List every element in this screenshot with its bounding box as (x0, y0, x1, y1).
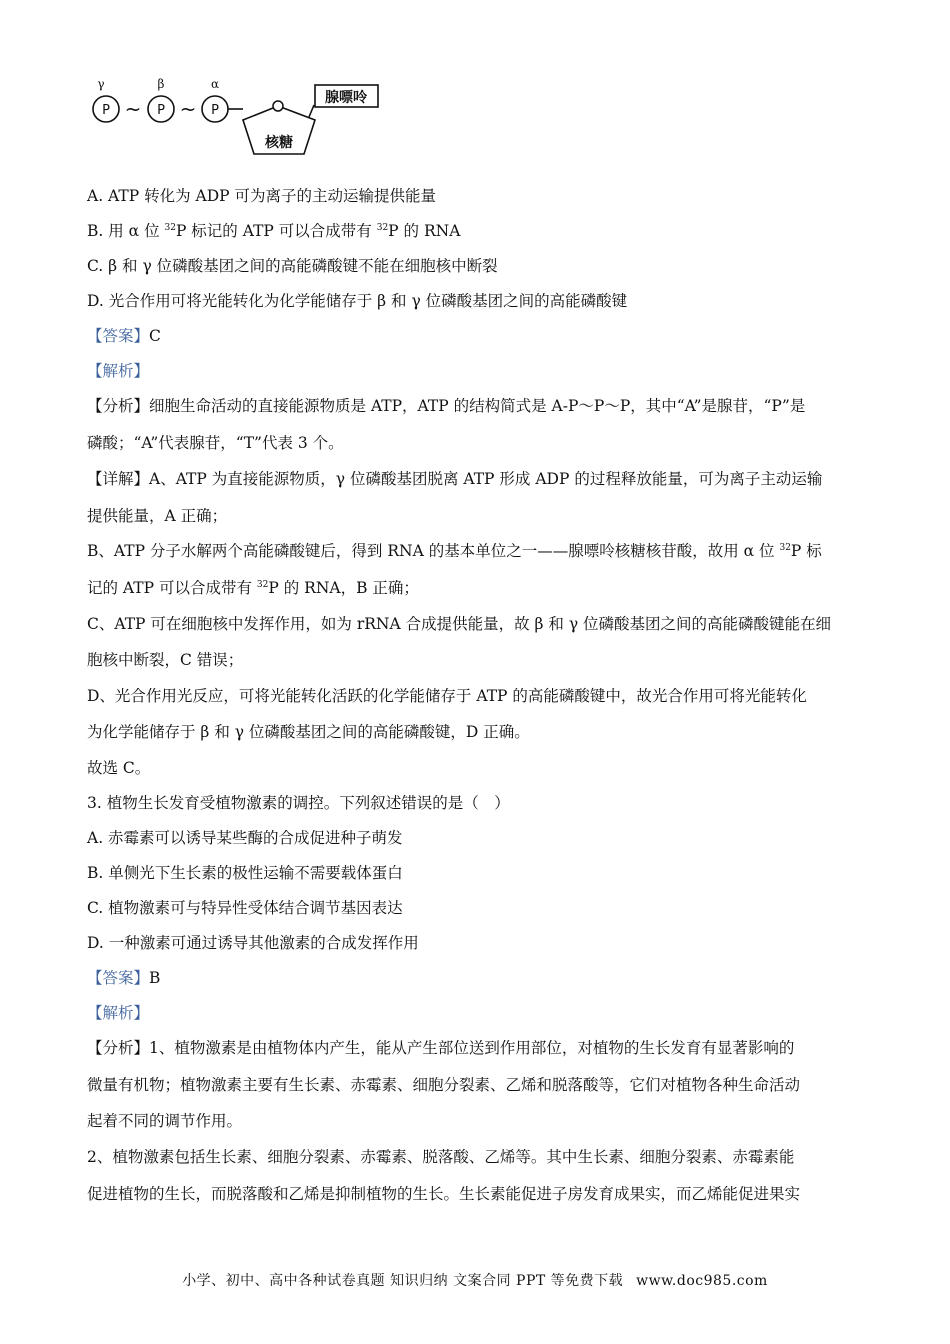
q3-analysis-line3: 起着不同的调节作用。 (87, 1112, 243, 1130)
q2-detail-line4: 记的 ATP 可以合成带有 $^{32}$P 的 RNA，B 正确； (87, 579, 419, 597)
sugar-label: 核糖 (265, 135, 293, 151)
q3-analysis-line5: 促进植物的生长，而脱落酸和乙烯是抑制植物的生长。生长素能促进子房发育成果实，而乙烯能促进果实 (87, 1185, 801, 1203)
gamma-label: γ (97, 77, 105, 91)
q2-detail-line3: B、ATP 分子水解两个高能磷酸键后，得到 RNA 的基本单位之一——腺嘌呤核糖核苷酸，故用 α 位 $^{32}$P 标 (87, 542, 822, 560)
high-energy-bond-1: ~ (124, 97, 142, 121)
ring-oxygen (273, 101, 283, 111)
q2-detail-line7: D、光合作用光反应，可将光能转化活跃的化学能储存于 ATP 的高能磷酸键中，故光合作用可将光能转化 (87, 687, 807, 705)
q3-option-a: A. 赤霉素可以诱导某些酶的合成促进种子萌发 (87, 829, 403, 847)
q2-detail-line6: 胞核中断裂，C 错误； (87, 651, 244, 669)
q2-explain-heading: 【解析】 (87, 362, 150, 380)
q3-option-c: C. 植物激素可与特异性受体结合调节基因表达 (87, 899, 403, 917)
q3-analysis-line1: 【分析】1、植物激素是由植物体内产生，能从产生部位送到作用部位，对植物的生长发育有显著影响的 (87, 1039, 795, 1057)
q2-option-c: C. β 和 γ 位磷酸基团之间的高能磷酸键不能在细胞核中断裂 (87, 257, 498, 275)
q2-detail-line1: 【详解】A、ATP 为直接能源物质，γ 位磷酸基团脱离 ATP 形成 ADP 的过程释放能量，可为离子主动运输 (87, 470, 823, 488)
q3-option-d: D. 一种激素可通过诱导其他激素的合成发挥作用 (87, 934, 419, 952)
q3-explain-heading: 【解析】 (87, 1004, 150, 1022)
q2-answer: 【答案】C (87, 327, 161, 345)
alpha-label: α (210, 77, 220, 91)
phosphate-alpha-label: P (211, 103, 219, 118)
q3-option-b: B. 单侧光下生长素的极性运输不需要载体蛋白 (87, 864, 403, 882)
q2-analysis-line1: 【分析】细胞生命活动的直接能源物质是 ATP，ATP 的结构简式是 A-P～P～P，其中“A”是腺苷，“P”是 (87, 397, 806, 415)
footer-url[interactable]: www.doc985.com (636, 1273, 768, 1289)
q2-option-a: A. ATP 转化为 ADP 可为离子的主动运输提供能量 (87, 187, 436, 205)
page-footer (0, 1270, 950, 1290)
q2-analysis-line2: 磷酸；“A”代表腺苷，“T”代表 3 个。 (87, 434, 344, 452)
q2-detail-line8: 为化学能储存于 β 和 γ 位磷酸基团之间的高能磷酸键，D 正确。 (87, 723, 530, 741)
q3-answer: 【答案】B (87, 969, 161, 987)
q3-analysis-line2: 微量有机物；植物激素主要有生长素、赤霉素、细胞分裂素、乙烯和脱落酸等，它们对植物各种生命活动 (87, 1076, 801, 1094)
q3-stem: 3. 植物生长发育受植物激素的调控。下列叙述错误的是（ ） (87, 794, 510, 812)
q2-conclusion: 故选 C。 (87, 759, 151, 777)
q2-option-b: B. 用 α 位 $^{32}$P 标记的 ATP 可以合成带有 $^{32}$P 的 RNA (87, 222, 461, 240)
phosphate-gamma-label: P (102, 103, 110, 118)
q2-detail-line2: 提供能量，A 正确； (87, 507, 228, 525)
q3-analysis-line4: 2、植物激素包括生长素、细胞分裂素、赤霉素、脱落酸、乙烯等。其中生长素、细胞分裂素、赤霉素能 (87, 1148, 795, 1166)
phosphate-beta-label: P (157, 103, 165, 118)
high-energy-bond-2: ~ (179, 97, 197, 121)
footer-text: 小学、初中、高中各种试卷真题 知识归纳 文案合同 PPT 等免费下载 (182, 1273, 624, 1289)
atp-structure-diagram (80, 72, 400, 162)
q2-detail-line5: C、ATP 可在细胞核中发挥作用，如为 rRNA 合成提供能量，故 β 和 γ 位磷酸基团之间的高能磷酸键能在细 (87, 615, 832, 633)
q2-option-d: D. 光合作用可将光能转化为化学能储存于 β 和 γ 位磷酸基团之间的高能磷酸键 (87, 292, 628, 310)
base-label: 腺嘌呤 (325, 90, 367, 106)
beta-label: β (157, 77, 165, 91)
